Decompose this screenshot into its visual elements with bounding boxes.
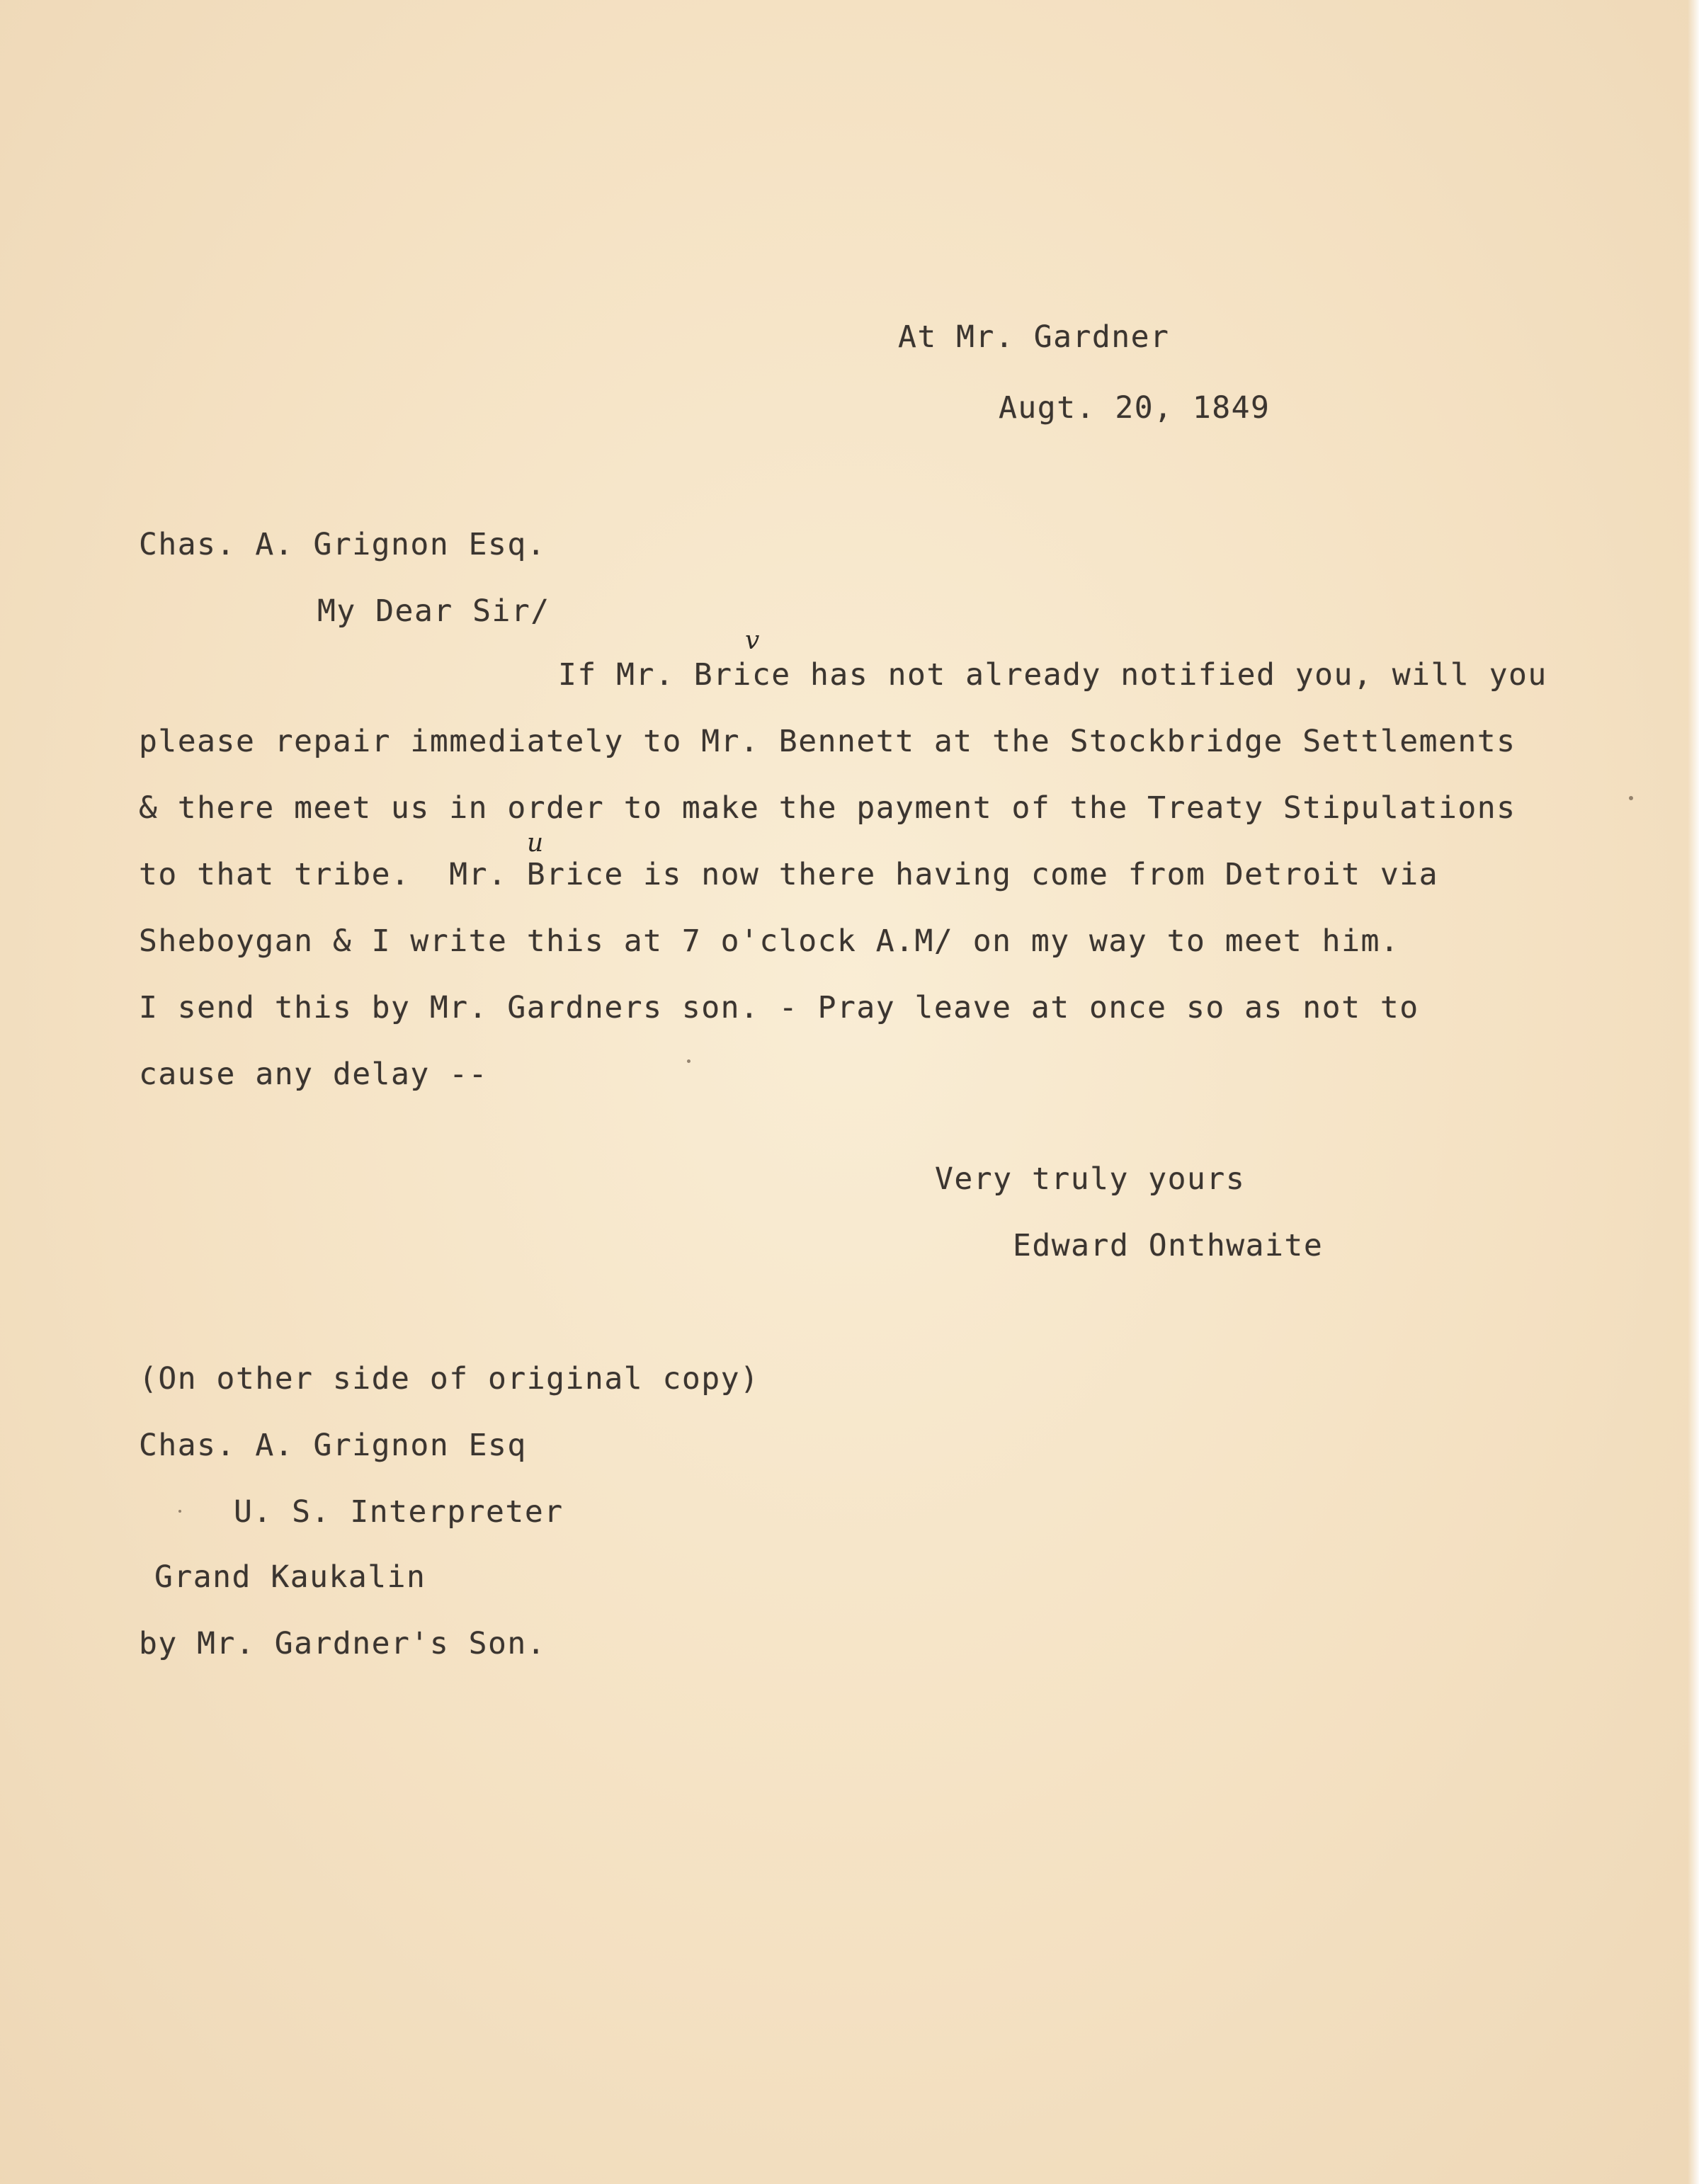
body-line-1: If Mr. Brice has not already notified you, will you (558, 657, 1547, 693)
paper-speck (178, 1510, 181, 1513)
body-line-5: Sheboygan & I write this at 7 o'clock A.M/ on my way to meet him. (139, 923, 1400, 959)
address-location: Grand Kaukalin (154, 1559, 426, 1595)
handwritten-correction-mark: v (745, 626, 761, 655)
closing: Very truly yours (935, 1161, 1246, 1197)
signature: Edward Onthwaite (1013, 1228, 1324, 1263)
body-line-7: cause any delay -- (139, 1057, 488, 1092)
paper-speck (687, 1059, 691, 1063)
paper-speck (1629, 796, 1633, 800)
address-delivery: by Mr. Gardner's Son. (139, 1626, 547, 1661)
letter-place: At Mr. Gardner (898, 319, 1170, 355)
body-line-3: & there meet us in order to make the payment of the Treaty Stipulations (139, 790, 1516, 826)
body-line-6: I send this by Mr. Gardners son. - Pray leave at once so as not to (139, 990, 1419, 1025)
address-name: Chas. A. Grignon Esq (139, 1428, 527, 1463)
body-line-4: to that tribe. Mr. Brice is now there having come from Detroit via (139, 857, 1439, 892)
paper-edge (1688, 0, 1699, 2184)
address-note: (On other side of original copy) (139, 1361, 760, 1397)
recipient-name: Chas. A. Grignon Esq. (139, 527, 547, 562)
handwritten-correction-mark: u (527, 829, 545, 858)
address-title: U. S. Interpreter (234, 1494, 564, 1530)
letter-date: Augt. 20, 1849 (999, 390, 1271, 426)
body-line-2: please repair immediately to Mr. Bennett at the Stockbridge Settlements (139, 724, 1516, 759)
salutation: My Dear Sir/ (317, 593, 550, 629)
